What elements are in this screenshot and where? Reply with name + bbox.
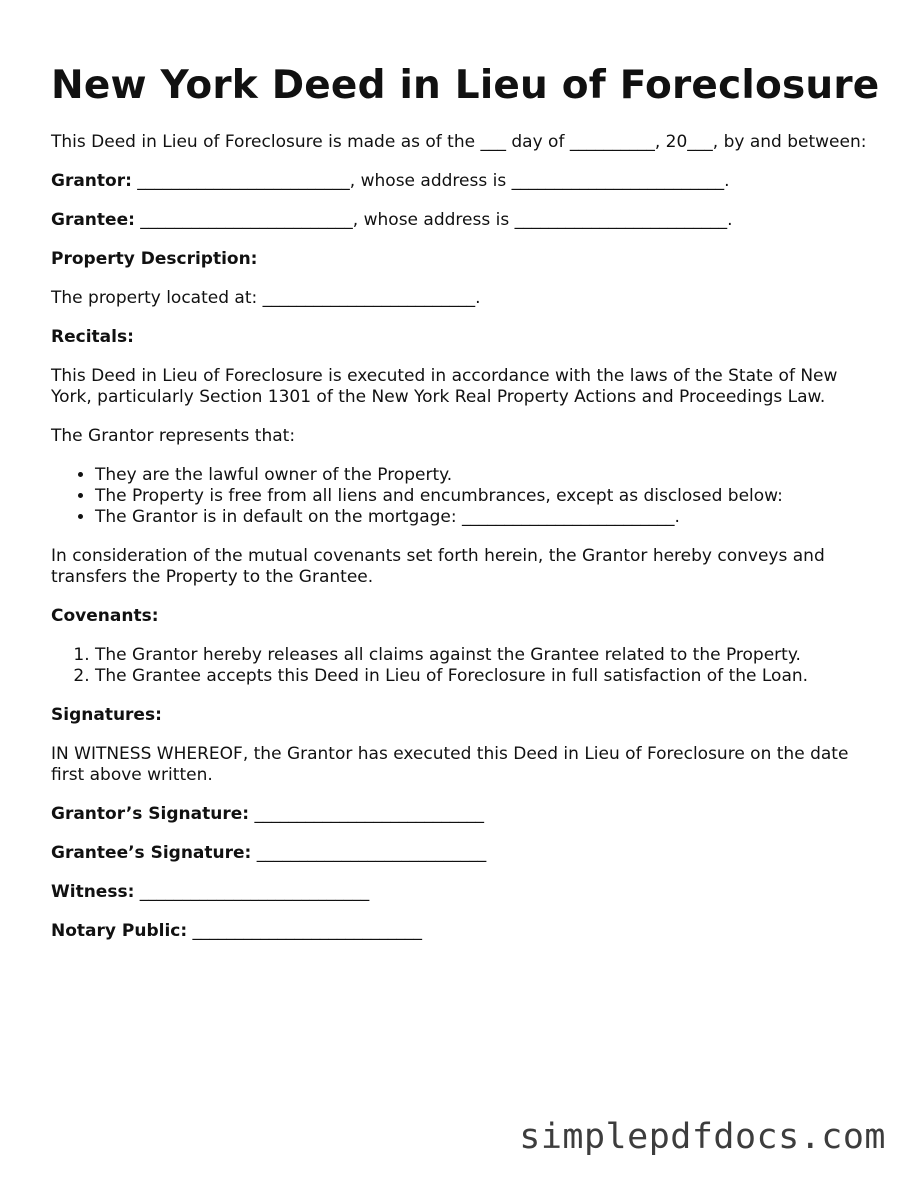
grantor-fill-text: _________________________, whose address is _________________________. [131, 171, 730, 191]
signature-label: Grantor’s Signature: [51, 804, 250, 824]
site-watermark: simplepdfdocs.com [519, 1117, 886, 1157]
signature-blank: ___________________________ [187, 921, 423, 941]
property-heading: Property Description: [51, 249, 258, 269]
grantee-fill-text: _________________________, whose address is _________________________. [134, 210, 733, 230]
document-page [51, 62, 881, 960]
grantee-line [51, 210, 881, 231]
notary-signature-line [51, 921, 881, 942]
signatures-heading: Signatures: [51, 705, 162, 725]
signature-label: Notary Public: [51, 921, 188, 941]
list-item: 2. The Grantee accepts this Deed in Lieu of Foreclosure in full satisfaction of the Loan. [95, 666, 881, 687]
signature-blank: ___________________________ [134, 882, 370, 902]
list-item: • They are the lawful owner of the Property. [95, 465, 881, 486]
grantor-represents: The Grantor represents that: [51, 426, 296, 446]
grantor-signature-line [51, 804, 881, 825]
consideration-paragraph: In consideration of the mutual covenants set forth herein, the Grantor hereby conveys and transfers the Property to the Grantee. [51, 546, 825, 587]
recitals-paragraph: This Deed in Lieu of Foreclosure is executed in accordance with the laws of the State of New York, particularly Section 1301 of the New York Real Property Actions and Proceedings Law. [51, 366, 838, 407]
signature-label: Grantee’s Signature: [51, 843, 252, 863]
signature-blank: ___________________________ [249, 804, 484, 824]
covenants-heading: Covenants: [51, 606, 159, 626]
grantor-line [51, 171, 881, 192]
witness-signature-line [51, 882, 881, 903]
recitals-heading: Recitals: [51, 327, 134, 347]
intro-paragraph: This Deed in Lieu of Foreclosure is made as of the ___ day of __________, 20___, by and between: [51, 132, 867, 152]
signature-label: Witness: [51, 882, 135, 902]
covenants-list [51, 645, 881, 687]
document-title: New York Deed in Lieu of Foreclosure [51, 63, 880, 108]
list-item: 1. The Grantor hereby releases all claims against the Grantee related to the Property. [95, 645, 881, 666]
grantee-signature-line [51, 843, 881, 864]
representations-list [51, 465, 881, 528]
witness-whereof-paragraph: IN WITNESS WHEREOF, the Grantor has executed this Deed in Lieu of Foreclosure on the date first above written. [51, 744, 849, 785]
signature-blank: ___________________________ [251, 843, 487, 863]
list-item: • The Grantor is in default on the mortgage: _________________________. [95, 507, 881, 528]
property-located-line: The property located at: _________________________. [51, 288, 481, 308]
grantee-label: Grantee: [51, 210, 135, 230]
grantor-label: Grantor: [51, 171, 132, 191]
list-item: • The Property is free from all liens and encumbrances, except as disclosed below: [95, 486, 881, 507]
